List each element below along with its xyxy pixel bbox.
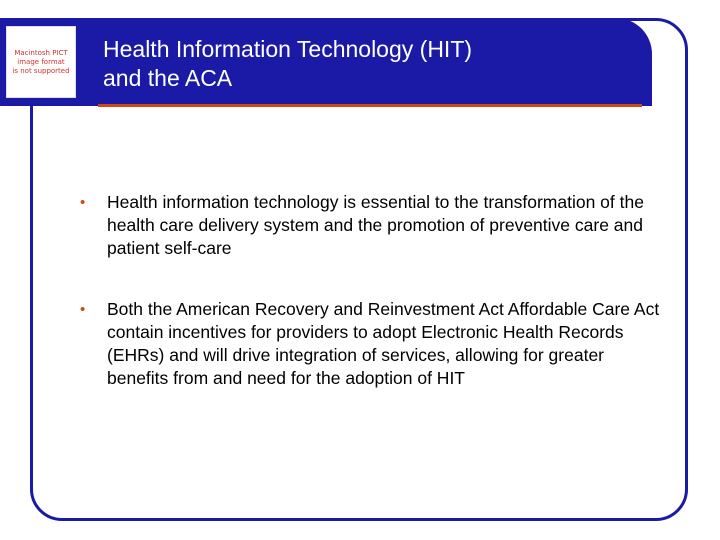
title-underline	[98, 104, 642, 107]
logo-text-line2: image format	[17, 57, 65, 66]
logo-text-line1: Macintosh PICT	[14, 48, 68, 57]
slide-title-line1: Health Information Technology (HIT)	[103, 36, 473, 62]
bullet-text: Both the American Recovery and Reinvestment Act Affordable Care Act contain incentives for providers to adopt Electronic Health Records (EHRs) and will drive integration of services, allowing for greater benefits from and need for the adoption of HIT	[107, 299, 660, 388]
bullet-item	[80, 298, 660, 390]
bullet-marker-icon: •	[80, 194, 86, 211]
bullet-marker-icon: •	[80, 301, 86, 318]
slide-title	[103, 35, 623, 93]
bullet-item	[80, 191, 660, 260]
logo-text-line3: is not supported	[12, 66, 70, 75]
bullet-list	[80, 191, 660, 390]
bullet-text: Health information technology is essential to the transformation of the health care delivery system and the promotion of preventive care and patient self-care	[107, 192, 644, 258]
logo-placeholder	[6, 26, 76, 98]
slide-title-line2: and the ACA	[103, 65, 233, 91]
